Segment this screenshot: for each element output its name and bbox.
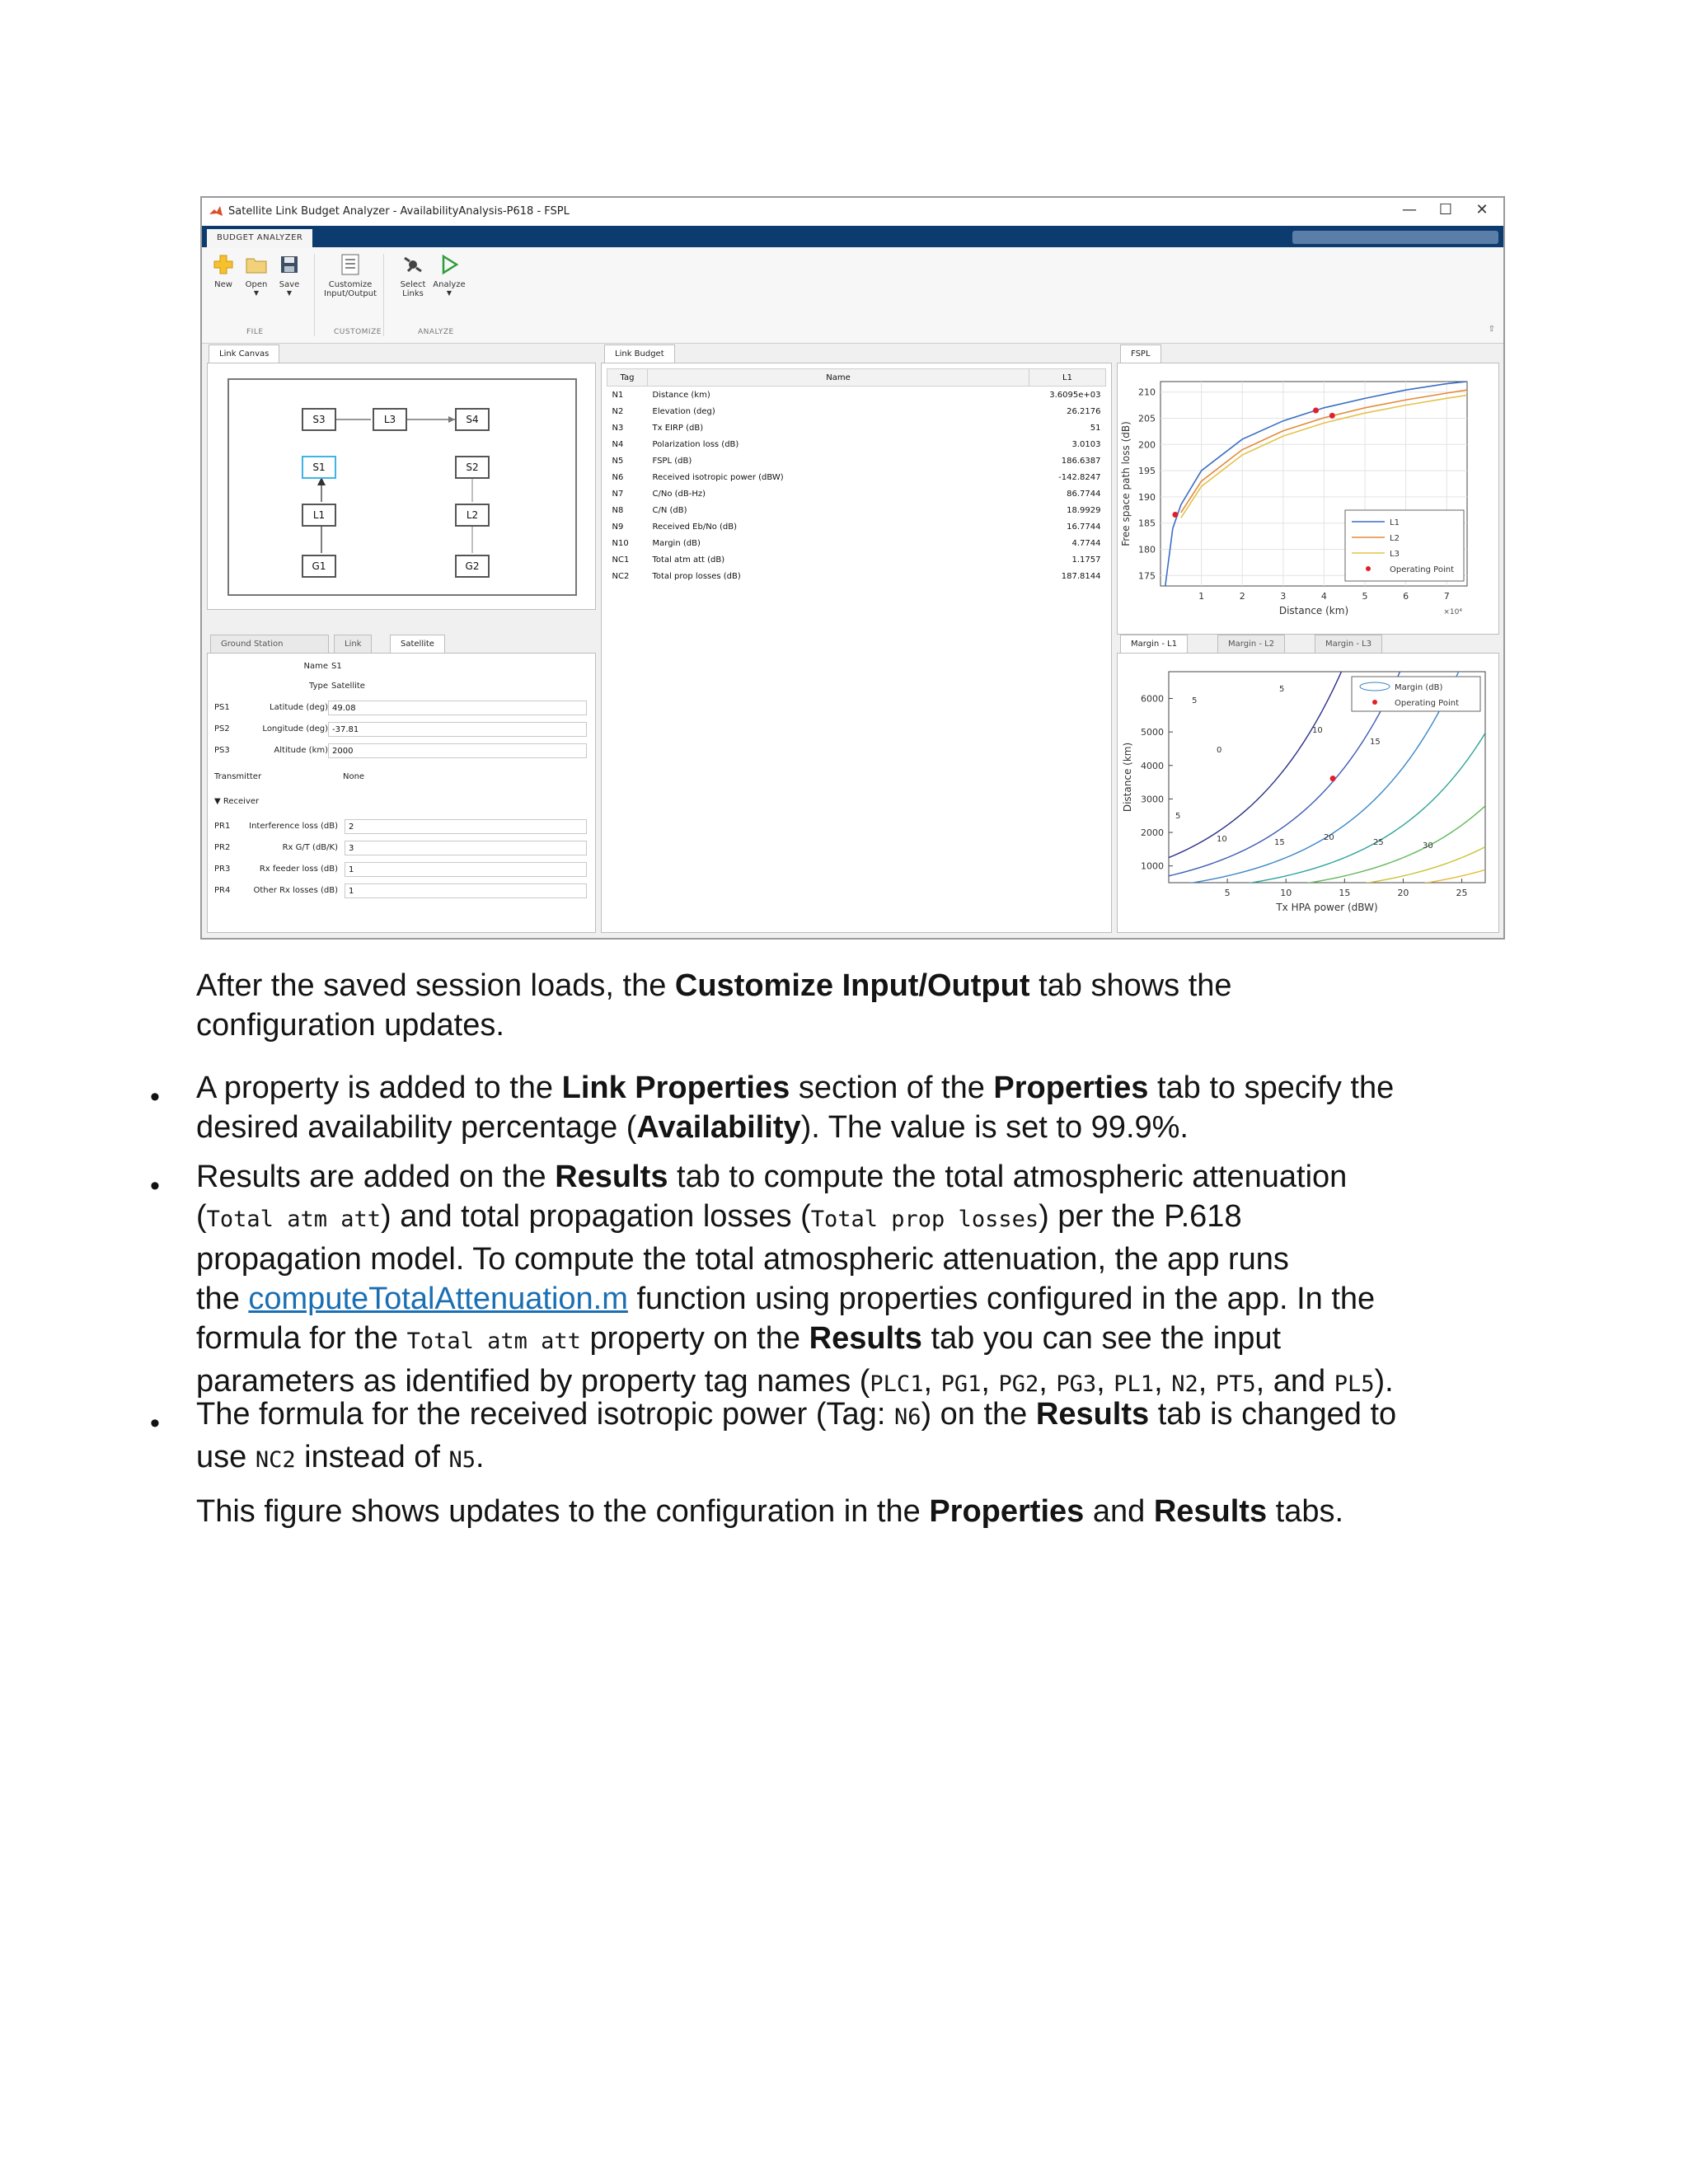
table-cell-name: Elevation (deg)	[652, 406, 715, 416]
contour-label: 10	[1217, 835, 1227, 844]
operating-point-marker	[1172, 512, 1178, 518]
legend-label: L2	[1390, 534, 1400, 543]
bold-text: Results	[555, 1160, 668, 1194]
y-tick-label: 2000	[1141, 827, 1164, 839]
sat-type-value: Satellite	[331, 682, 365, 691]
tab-satellite[interactable]: Satellite	[390, 635, 445, 654]
y-axis-label: Free space path loss (dB)	[1120, 421, 1132, 546]
open-label: Open	[245, 280, 268, 289]
y-tick-label: 3000	[1141, 794, 1164, 805]
table-cell-tag: N8	[612, 505, 624, 515]
table-cell-name: Total prop losses (dB)	[652, 571, 741, 581]
y-tick-label: 180	[1138, 544, 1156, 555]
text: ,	[1039, 1364, 1057, 1399]
rx-gt-input[interactable]: 3	[345, 841, 587, 855]
x-tick-label: 1	[1198, 591, 1205, 602]
text: desired availability percentage (	[196, 1110, 637, 1145]
node-l2[interactable]: L2	[455, 504, 490, 527]
table-cell-tag: NC1	[612, 555, 630, 565]
table-cell-name: C/No (dB-Hz)	[652, 489, 706, 499]
paragraph-closing	[196, 1492, 1548, 1531]
text: A property is added to the	[196, 1071, 562, 1105]
tab-margin-l3[interactable]: Margin - L3	[1315, 635, 1382, 654]
window-title: Satellite Link Budget Analyzer - AvailabilityAnalysis-P618 - FSPL	[228, 205, 570, 218]
legend-swatch	[1372, 700, 1377, 705]
legend-label: Margin (dB)	[1395, 683, 1443, 692]
text: formula for the	[196, 1321, 407, 1356]
prop-label: Other Rx losses (dB)	[253, 886, 338, 895]
ribbon-separator	[383, 254, 384, 336]
sat-name-row	[214, 658, 346, 675]
text: instead of	[295, 1440, 449, 1474]
compute-total-attenuation-link[interactable]: computeTotalAttenuation.m	[248, 1282, 628, 1316]
legend-label: L3	[1390, 550, 1400, 559]
prop-row-pr2	[214, 840, 338, 856]
new-button[interactable]	[205, 252, 241, 289]
bullet-availability	[196, 1068, 1548, 1147]
link-budget-table	[607, 368, 1106, 584]
group-file-label: FILE	[246, 328, 264, 336]
sat-name-label: Name	[303, 662, 328, 671]
other-rx-losses-input[interactable]: 1	[345, 883, 587, 898]
transmitter-label: Transmitter	[214, 772, 262, 781]
operating-point-marker	[1329, 413, 1335, 419]
column-header-name[interactable]: Name	[648, 369, 1029, 387]
table-cell-value: 86.7744	[1067, 489, 1101, 499]
y-axis-label: Distance (km)	[1122, 742, 1133, 813]
bold-text: Properties	[929, 1494, 1085, 1529]
ribbon-separator	[314, 254, 315, 336]
ribbon-tab-bar	[202, 226, 1503, 247]
code-text: PL1	[1114, 1371, 1155, 1397]
play-icon	[437, 252, 462, 277]
text: section of the	[790, 1071, 994, 1105]
contour-label: 5	[1192, 696, 1198, 705]
folder-icon	[244, 252, 269, 277]
code-text: PG1	[940, 1371, 982, 1397]
bold-text: Results	[1035, 1397, 1150, 1432]
table-cell-name: Polarization loss (dB)	[652, 439, 739, 449]
text: .	[476, 1440, 485, 1474]
sat-type-row	[214, 678, 365, 695]
x-tick-label: 2	[1239, 591, 1245, 602]
interference-loss-input[interactable]: 2	[345, 819, 587, 834]
margin-contour-chart	[1118, 654, 1498, 932]
text: use	[196, 1440, 256, 1474]
table-row[interactable]	[607, 535, 1106, 551]
y-tick-label: 6000	[1141, 693, 1164, 705]
tab-margin-l1[interactable]: Margin - L1	[1120, 635, 1188, 654]
legend	[1352, 677, 1480, 711]
table-cell-value: 3.6095e+03	[1049, 390, 1101, 400]
contour-label: 20	[1324, 833, 1334, 842]
link-budget-rows	[607, 387, 1106, 585]
table-cell-name: Distance (km)	[652, 390, 710, 400]
tab-fspl[interactable]: FSPL	[1120, 344, 1161, 363]
prop-row-ps3	[214, 743, 328, 759]
satellite-icon	[401, 252, 425, 277]
bullet-marker: •	[150, 1170, 160, 1202]
x-axis-exponent: ×10⁴	[1443, 608, 1462, 616]
bold-text: Customize Input/Output	[674, 968, 1030, 1003]
x-tick-label: 3	[1280, 591, 1287, 602]
sat-name-value: S1	[331, 662, 342, 671]
prop-tag: PS2	[214, 724, 230, 733]
table-row[interactable]	[607, 551, 1106, 568]
collapse-ribbon-icon[interactable]: ⇧	[1488, 325, 1495, 334]
x-axis-label: Tx HPA power (dBW)	[1276, 902, 1378, 913]
transmitter-value: None	[343, 772, 365, 781]
text: ).	[1374, 1364, 1394, 1399]
x-tick-label: 25	[1456, 888, 1468, 898]
code-text: PLC1	[870, 1371, 924, 1397]
select-links-button[interactable]	[395, 252, 431, 298]
tab-margin-l2[interactable]: Margin - L2	[1217, 635, 1285, 654]
table-cell-name: C/N (dB)	[652, 505, 687, 515]
prop-tag: PR1	[214, 822, 231, 831]
text: ) and total propagation losses (	[380, 1199, 811, 1234]
fspl-panel	[1117, 363, 1499, 635]
text: After the saved session loads, the	[196, 968, 675, 1003]
table-cell-name: Total atm att (dB)	[652, 555, 725, 565]
prop-label: Latitude (deg)	[270, 703, 328, 712]
title-bar	[202, 198, 1503, 226]
contour-label: 25	[1373, 838, 1384, 847]
matlab-logo-icon	[209, 204, 223, 219]
select-links-label: Select Links	[400, 280, 426, 298]
text: configuration updates.	[196, 1008, 504, 1043]
bold-text: Properties	[993, 1071, 1149, 1105]
sat-type-label: Type	[309, 682, 328, 691]
table-cell-tag: N5	[612, 456, 624, 466]
legend-label: Operating Point	[1390, 565, 1455, 574]
bold-text: Results	[1153, 1494, 1268, 1529]
x-tick-label: 7	[1443, 591, 1450, 602]
receiver-section-toggle[interactable]: ▼ Receiver	[214, 797, 260, 806]
text: ,	[981, 1364, 999, 1399]
text: property on the	[580, 1321, 809, 1356]
customize-list-icon	[338, 252, 363, 277]
contour-label: 15	[1274, 838, 1285, 847]
operating-point-marker	[1330, 776, 1336, 781]
prop-label: Rx feeder loss (dB)	[259, 865, 338, 874]
ribbon	[202, 247, 1503, 344]
code-text: PG2	[998, 1371, 1039, 1397]
bold-text: Results	[809, 1321, 922, 1356]
bullet-formula-change	[196, 1394, 1548, 1480]
fspl-chart	[1118, 363, 1498, 634]
table-row[interactable]	[607, 502, 1106, 518]
table-cell-value: 18.9929	[1067, 505, 1101, 515]
prop-label: Interference loss (dB)	[249, 822, 338, 831]
node-l3[interactable]: L3	[373, 408, 407, 431]
table-row[interactable]	[607, 568, 1106, 584]
table-row[interactable]	[607, 419, 1106, 436]
text: ,	[1096, 1364, 1114, 1399]
table-row[interactable]	[607, 452, 1106, 469]
text: tabs.	[1267, 1494, 1344, 1529]
open-button[interactable]: Open ▼	[238, 252, 274, 297]
prop-row-pr4	[214, 883, 338, 899]
satellite-properties-panel	[207, 653, 596, 933]
y-tick-label: 210	[1138, 387, 1156, 398]
bold-text: Availability	[636, 1110, 801, 1145]
rx-feeder-loss-input[interactable]: 1	[345, 862, 587, 877]
text: , and	[1255, 1364, 1334, 1399]
node-s3[interactable]: S3	[302, 408, 336, 431]
table-cell-tag: N4	[612, 439, 624, 449]
bullet-results	[196, 1157, 1556, 1404]
tab-link-budget[interactable]: Link Budget	[604, 344, 675, 363]
table-row[interactable]	[607, 436, 1106, 452]
bullet-marker: •	[150, 1408, 160, 1439]
table-cell-value: 16.7744	[1067, 522, 1101, 532]
code-text: PT5	[1215, 1371, 1256, 1397]
y-tick-label: 4000	[1141, 760, 1164, 771]
code-text: Total prop losses	[810, 1207, 1039, 1232]
tab-budget-analyzer[interactable]: BUDGET ANALYZER	[207, 229, 312, 247]
app-window	[200, 196, 1505, 940]
x-tick-label: 5	[1362, 591, 1368, 602]
table-row[interactable]	[607, 518, 1106, 535]
text: tab is changed to	[1149, 1397, 1397, 1432]
table-cell-name: Margin (dB)	[652, 538, 701, 548]
node-l1[interactable]: L1	[302, 504, 336, 527]
text: tab shows the	[1029, 968, 1232, 1003]
table-cell-tag: N6	[612, 472, 624, 482]
prop-row-pr3	[214, 861, 338, 878]
contour-label: 10	[1312, 726, 1323, 735]
text: The formula for the received isotropic power (Tag:	[196, 1397, 894, 1432]
text: and	[1084, 1494, 1154, 1529]
paragraph-intro	[196, 966, 1531, 1045]
text: ) per the P.618	[1039, 1199, 1242, 1234]
operating-point-marker	[1313, 407, 1319, 413]
maximize-button[interactable]: ☐	[1438, 201, 1453, 218]
table-cell-value: 3.0103	[1071, 439, 1101, 449]
x-axis-label: Distance (km)	[1278, 605, 1349, 616]
table-cell-tag: N2	[612, 406, 624, 416]
table-cell-name: Tx EIRP (dB)	[652, 423, 704, 433]
save-label: Save	[279, 280, 300, 289]
text: tab to specify the	[1148, 1071, 1395, 1105]
table-cell-value: 51	[1090, 423, 1101, 433]
y-tick-label: 1000	[1141, 860, 1164, 872]
legend-swatch	[1366, 566, 1371, 571]
margin-panel	[1117, 653, 1499, 933]
table-cell-tag: N10	[612, 538, 629, 548]
prop-tag: PS3	[214, 746, 230, 755]
node-g2[interactable]: G2	[455, 555, 490, 578]
text: Results are added on the	[196, 1160, 556, 1194]
table-cell-value: 26.2176	[1067, 406, 1101, 416]
tab-link[interactable]: Link	[334, 635, 372, 654]
close-button[interactable]: ✕	[1475, 201, 1489, 218]
prop-tag: PR3	[214, 865, 231, 874]
code-text: NC2	[255, 1447, 296, 1473]
y-tick-label: 175	[1138, 570, 1156, 582]
save-button[interactable]: Save ▼	[271, 252, 307, 297]
legend-label: L1	[1390, 518, 1400, 527]
table-row[interactable]	[607, 403, 1106, 419]
new-plus-icon	[211, 252, 236, 277]
x-tick-label: 5	[1224, 888, 1231, 898]
text: ,	[1198, 1364, 1216, 1399]
altitude-input[interactable]: 2000	[328, 743, 587, 758]
contour-label: 0	[1217, 746, 1222, 755]
table-cell-name: FSPL (dB)	[652, 456, 692, 466]
table-cell-value: 186.6387	[1061, 456, 1101, 466]
prop-row-ps2	[214, 721, 328, 738]
analyze-label: Analyze	[433, 280, 466, 289]
prop-row-pr1	[214, 818, 338, 835]
column-header-l1[interactable]: L1	[1029, 369, 1106, 387]
table-cell-tag: NC2	[612, 571, 630, 581]
code-text: Total atm att	[206, 1207, 381, 1232]
text: ,	[1154, 1364, 1172, 1399]
table-row[interactable]	[607, 387, 1106, 404]
text: function using properties configured in the app. In the	[627, 1282, 1376, 1316]
table-cell-value: -142.8247	[1058, 472, 1101, 482]
y-tick-label: 185	[1138, 518, 1156, 529]
y-tick-label: 190	[1138, 491, 1156, 503]
customize-io-button[interactable]	[324, 252, 377, 298]
bold-text: Link Properties	[561, 1071, 790, 1105]
text: propagation model. To compute the total atmospheric attenuation, the app runs	[196, 1242, 1289, 1277]
prop-tag: PS1	[214, 703, 230, 712]
legend	[1345, 510, 1464, 581]
link-budget-panel	[601, 363, 1112, 933]
code-text: Total atm att	[406, 1329, 581, 1354]
longitude-input[interactable]: -37.81	[328, 722, 587, 737]
table-row[interactable]	[607, 485, 1106, 502]
new-label: New	[214, 280, 232, 289]
x-tick-label: 15	[1339, 888, 1351, 898]
column-header-tag[interactable]: Tag	[607, 369, 648, 387]
text: ). The value is set to 99.9%.	[800, 1110, 1189, 1145]
contour-label: 15	[1370, 738, 1381, 747]
x-tick-label: 4	[1320, 591, 1327, 602]
x-tick-label: 10	[1280, 888, 1292, 898]
prop-label: Altitude (km)	[274, 746, 328, 755]
minimize-button[interactable]: —	[1402, 201, 1417, 218]
text: ,	[923, 1364, 941, 1399]
text: tab to compute the total atmospheric attenuation	[668, 1160, 1348, 1194]
contour-label: 5	[1279, 685, 1285, 694]
prop-label: Rx G/T (dB/K)	[282, 843, 338, 852]
prop-label: Longitude (deg)	[262, 724, 328, 733]
y-tick-label: 195	[1138, 466, 1156, 477]
table-cell-tag: N9	[612, 522, 624, 532]
node-s2[interactable]: S2	[455, 456, 490, 479]
code-text: N2	[1171, 1371, 1198, 1397]
prop-tag: PR4	[214, 886, 231, 895]
table-cell-value: 187.8144	[1061, 571, 1101, 581]
analyze-button[interactable]: Analyze ▼	[431, 252, 467, 297]
floppy-disk-icon	[277, 252, 302, 277]
y-tick-label: 205	[1138, 413, 1156, 424]
text: the	[196, 1282, 249, 1316]
code-text: N5	[448, 1447, 476, 1473]
table-cell-value: 4.7744	[1071, 538, 1101, 548]
y-tick-label: 5000	[1141, 727, 1164, 738]
link-canvas-panel	[207, 363, 596, 610]
latitude-input[interactable]: 49.08	[328, 701, 587, 715]
group-customize-label: CUSTOMIZE	[334, 328, 382, 336]
table-cell-name: Received isotropic power (dBW)	[652, 472, 784, 482]
node-s4[interactable]: S4	[455, 408, 490, 431]
tab-link-canvas[interactable]: Link Canvas	[209, 344, 279, 363]
text: (	[196, 1199, 207, 1234]
table-cell-tag: N3	[612, 423, 624, 433]
text: This figure shows updates to the configuration in the	[196, 1494, 930, 1529]
text: ) on the	[921, 1397, 1036, 1432]
code-text: PG3	[1056, 1371, 1097, 1397]
y-tick-label: 200	[1138, 439, 1156, 451]
code-text: PL5	[1334, 1371, 1375, 1397]
bullet-marker: •	[150, 1081, 160, 1113]
customize-label: Customize Input/Output	[324, 280, 377, 298]
contour-label: 5	[1175, 812, 1181, 821]
table-cell-tag: N1	[612, 390, 624, 400]
contour-label: 30	[1423, 841, 1433, 851]
x-tick-label: 20	[1397, 888, 1409, 898]
x-tick-label: 6	[1403, 591, 1409, 602]
table-cell-name: Received Eb/No (dB)	[652, 522, 737, 532]
canvas-area	[227, 378, 577, 596]
table-cell-value: 1.1757	[1071, 555, 1101, 565]
text: parameters as identified by property tag names (	[196, 1364, 870, 1399]
prop-tag: PR2	[214, 843, 231, 852]
table-cell-tag: N7	[612, 489, 624, 499]
tab-ground-station[interactable]: Ground Station	[210, 635, 329, 654]
node-g1[interactable]: G1	[302, 555, 336, 578]
text: tab you can see the input	[921, 1321, 1282, 1356]
transmitter-row	[214, 769, 379, 785]
group-analyze-label: ANALYZE	[418, 328, 454, 336]
quick-access-toolbar[interactable]	[1292, 231, 1498, 244]
code-text: N6	[893, 1404, 921, 1430]
legend-label: Operating Point	[1395, 699, 1460, 708]
node-s1[interactable]: S1	[302, 456, 336, 479]
prop-row-ps1	[214, 700, 328, 716]
table-row[interactable]	[607, 469, 1106, 485]
